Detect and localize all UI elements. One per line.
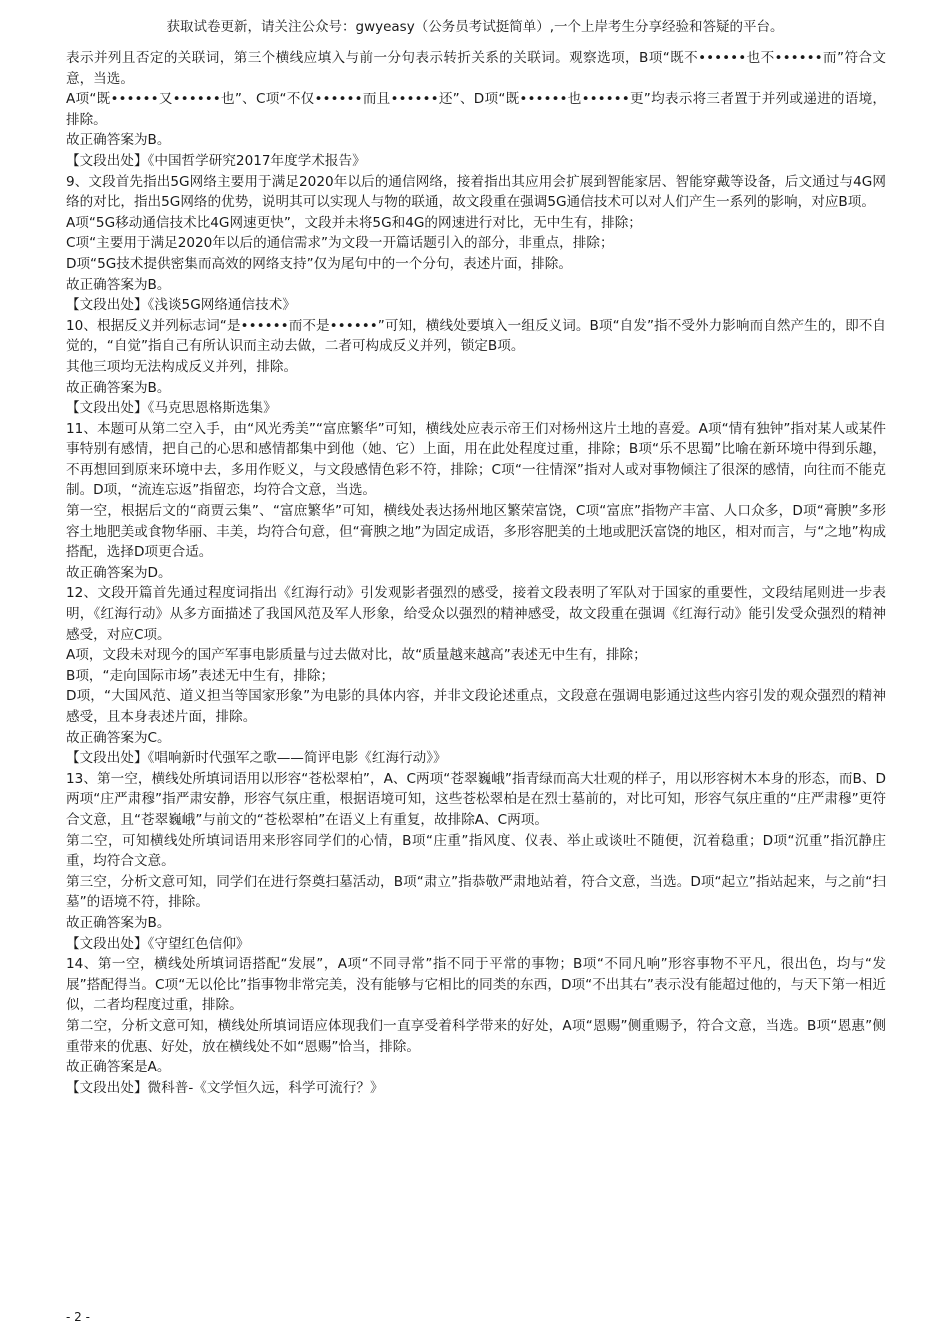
answer-line: 故正确答案是A。 — [66, 1059, 171, 1076]
answer-line: 故正确答案为B。 — [66, 132, 171, 149]
source-line: 【文段出处】《浅谈5G网络通信技术》 — [66, 297, 296, 314]
paragraph: 表示并列且否定的关联词，第三个横线应填入与前一分句表示转折关系的关联词。观察选项，B项“既不••••••也不••••••而”符合文意，当选。 — [66, 50, 886, 87]
paragraph: 第一空，根据后文的“商贾云集”、“富庶繁华”可知，横线处表达扬州地区繁荣富饶，C项“富庶”指物产丰富、人口众多，D项“膏腴”多形容土地肥美或食物华丽、丰美，均符合句意，但“膏腴之地”为固定成语，多形容肥美的土地或肥沃富饶的地区，相对而言，与“之地”构成搭配，选择D项更合适。 — [66, 503, 886, 561]
document-body — [66, 48, 886, 1098]
question-10-explanation: 10、根据反义并列标志词“是••••••而不是••••••”可知，横线处要填入一组反义词。B项“自发”指不受外力影响而自然产生的，即不自觉的，“自觉”指自己有所认识而主动去做，二者可构成反义并列，锁定B项。 — [66, 317, 886, 355]
paragraph: 其他三项均无法构成反义并列，排除。 — [66, 358, 298, 375]
question-9-explanation: 9、文段首先指出5G网络主要用于满足2020年以后的通信网络，接着指出其应用会扩展到智能家居、智能穿戴等设备，后文通过与4G网络的对比，指出5G网络的优势，说明其可以实现人与物的联通，故文段重在强调5G通信技术可以对人们产生一系列的影响，对应B项。 — [66, 173, 886, 211]
page-header: 获取试卷更新，请关注公众号：gwyeasy（公务员考试挺简单）,一个上岸考生分享经验和答疑的平台。 — [166, 19, 784, 35]
paragraph: D项，“大国风范、道义担当等国家形象”为电影的具体内容，并非文段论述重点，文段意在强调电影通过这些内容引发的观众强烈的精神感受，且本身表述片面，排除。 — [66, 688, 886, 725]
paragraph: D项“5G技术提供密集而高效的网络支持”仅为尾句中的一个分句，表述片面，排除。 — [66, 255, 572, 272]
paragraph: 第三空，分析文意可知，同学们在进行祭奠扫墓活动，B项“肃立”指恭敬严肃地站着，符合文意，当选。D项“起立”指站起来，与之前“扫墓”的语境不符，排除。 — [66, 873, 886, 911]
paragraph: A项“5G移动通信技术比4G网速更快”，文段并未将5G和4G的网速进行对比，无中生有，排除； — [66, 214, 642, 231]
question-12-explanation: 12、文段开篇首先通过程度词指出《红海行动》引发观影者强烈的感受，接着文段表明了军队对于国家的重要性，文段结尾则进一步表明，《红海行动》从多方面描述了我国风范及军人形象，给受众以强烈的精神感受，故文段重在强调《红海行动》能引发受众强烈的精神感受，对应C项。 — [66, 585, 886, 643]
page-number: - 2 - — [66, 1310, 90, 1324]
answer-line: 故正确答案为B。 — [66, 914, 171, 931]
source-line: 【文段出处】微科普-《文学恒久远，科学可流行？》 — [66, 1079, 384, 1096]
paragraph: C项“主要用于满足2020年以后的通信需求”为文段一开篇话题引入的部分，非重点，排除； — [66, 235, 614, 252]
answer-line: 故正确答案为B。 — [66, 379, 171, 396]
paragraph: 第二空，分析文意可知，横线处所填词语应体现我们一直享受着科学带来的好处，A项“恩赐”侧重赐予，符合文意，当选。B项“恩惠”侧重带来的优惠、好处，放在横线处不如“恩赐”恰当，排除。 — [66, 1017, 886, 1055]
question-13-explanation: 13、第一空，横线处所填词语用以形容“苍松翠柏”，A、C两项“苍翠巍峨”指青绿而高大壮观的样子，用以形容树木本身的形态，而B、D两项“庄严肃穆”指严肃安静，形容气氛庄重，根据语境可知，这些苍松翠柏是在烈士墓前的，对比可知，形容气氛庄重的“庄严肃穆”更符合文意，且“苍翠巍峨”与前文的“苍松翠柏”在语义上有重复，故排除A、C两项。 — [66, 770, 886, 828]
question-14-explanation: 14、第一空，横线处所填词语搭配“发展”，A项“不同寻常”指不同于平常的事物；B项“不同凡响”形容事物不平凡，很出色，均与“发展”搭配得当。C项“无以伦比”指事物非常完美，没有能够与它相比的同类的东西，D项“不出其右”表示没有能超过他的，与天下第一相近似，二者均程度过重，排除。 — [66, 956, 886, 1014]
source-line: 【文段出处】《马克思恩格斯选集》 — [66, 400, 277, 417]
source-line: 【文段出处】《唱响新时代强军之歌——简评电影《红海行动》》 — [66, 750, 447, 767]
source-line: 【文段出处】《守望红色信仰》 — [66, 935, 250, 952]
question-11-explanation: 11、本题可从第二空入手，由“风光秀美”“富庶繁华”可知，横线处应表示帝王们对杨州这片土地的喜爱。A项“情有独钟”指对某人或某件事特别有感情，把自己的心思和感情都集中到他（她、它）上面，用在此处程度过重，排除；B项“乐不思蜀”比喻在新环境中得到乐趣，不再想回到原来环境中去，多用作贬义，与文段感情色彩不符，排除；C项“一往情深”指对人或对事物倾注了很深的感情，向往而不能克制。D项，“流连忘返”指留恋，均符合文意，当选。 — [66, 420, 886, 499]
answer-line: 故正确答案为D。 — [66, 564, 172, 581]
answer-line: 故正确答案为C。 — [66, 729, 171, 746]
paragraph: 第二空，可知横线处所填词语用来形容同学们的心情，B项“庄重”指风度、仪表、举止或谈吐不随便，沉着稳重；D项“沉重”指沉静庄重，均符合文意。 — [66, 832, 886, 870]
paragraph: B项，“走向国际市场”表述无中生有，排除； — [66, 667, 335, 684]
answer-line: 故正确答案为B。 — [66, 276, 171, 293]
paragraph: A项，文段未对现今的国产军事电影质量与过去做对比，故“质量越来越高”表述无中生有，排除； — [66, 647, 647, 664]
source-line: 【文段出处】《中国哲学研究2017年度学术报告》 — [66, 152, 366, 169]
paragraph: A项“既••••••又••••••也”、C项“不仅••••••而且••••••还”、D项“既••••••也••••••更”均表示将三者置于并列或递进的语境，排除。 — [66, 91, 886, 128]
